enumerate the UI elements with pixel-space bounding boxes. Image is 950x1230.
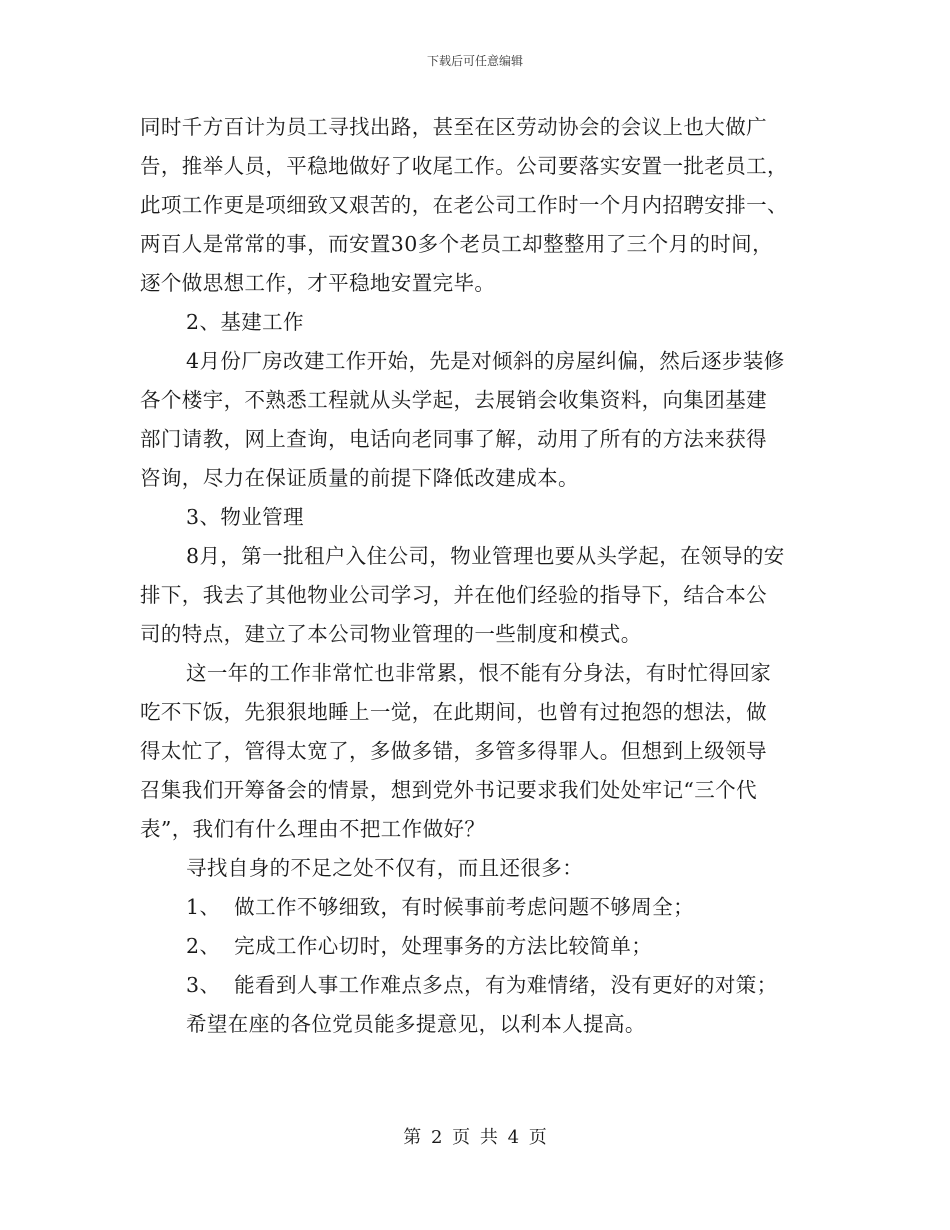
page-number-footer: 第 2 页 共 4 页 — [403, 1127, 547, 1148]
document-body — [140, 108, 820, 1044]
body-line: 咨询，尽力在保证质量的前提下降低改建成本。 — [140, 466, 579, 490]
body-line: 各个楼宇，不熟悉工程就从头学起，去展销会收集资料，向集团基建 — [140, 388, 767, 412]
body-line: 司的特点，建立了本公司物业管理的一些制度和模式。 — [140, 622, 642, 646]
list-item: 1、 做工作不够细致，有时候事前考虑问题不够周全； — [186, 895, 694, 919]
body-line: 这一年的工作非常忙也非常累，恨不能有分身法，有时忙得回家 — [186, 661, 772, 685]
page-header: 下载后可任意编辑 — [426, 54, 523, 68]
body-line: 此项工作更是项细致又艰苦的，在老公司工作时一个月内招聘安排一、 — [140, 193, 788, 217]
body-line: 告，推举人员，平稳地做好了收尾工作。公司要落实安置一批老员工， — [140, 154, 788, 178]
body-line: 寻找自身的不足之处不仅有，而且还很多： — [186, 856, 584, 880]
body-line: 同时千方百计为员工寻找出路，甚至在区劳动协会的会议上也大做广 — [140, 115, 767, 139]
body-line: 吃不下饭，先狠狠地睡上一觉，在此期间，也曾有过抱怨的想法，做 — [140, 700, 767, 724]
closing-line: 希望在座的各位党员能多提意见，以利本人提高。 — [186, 1012, 646, 1036]
body-line: 表”，我们有什么理由不把工作做好？ — [140, 817, 486, 841]
body-line: 得太忙了，管得太宽了，多做多错，多管多得罪人。但想到上级领导 — [140, 739, 767, 763]
body-line: 召集我们开筹备会的情景，想到党外书记要求我们处处牢记“三个代 — [140, 778, 757, 802]
list-item: 3、 能看到人事工作难点多点，有为难情绪，没有更好的对策； — [186, 973, 778, 997]
body-line: 部门请教，网上查询，电话向老同事了解，动用了所有的方法来获得 — [140, 427, 767, 451]
body-line: 逐个做思想工作，才平稳地安置完毕。 — [140, 271, 496, 295]
section-heading: 3、物业管理 — [186, 505, 304, 529]
section-heading: 2、基建工作 — [186, 310, 304, 334]
body-line: 两百人是常常的事，而安置30多个老员工却整整用了三个月的时间， — [140, 232, 773, 256]
body-line: 4月份厂房改建工作开始，先是对倾斜的房屋纠偏，然后逐步装修 — [186, 349, 785, 373]
body-line: 8月，第一批租户入住公司，物业管理也要从头学起，在领导的安 — [186, 544, 785, 568]
list-item: 2、 完成工作心切时，处理事务的方法比较简单； — [186, 934, 653, 958]
body-line: 排下，我去了其他物业公司学习，并在他们经验的指导下，结合本公 — [140, 583, 767, 607]
